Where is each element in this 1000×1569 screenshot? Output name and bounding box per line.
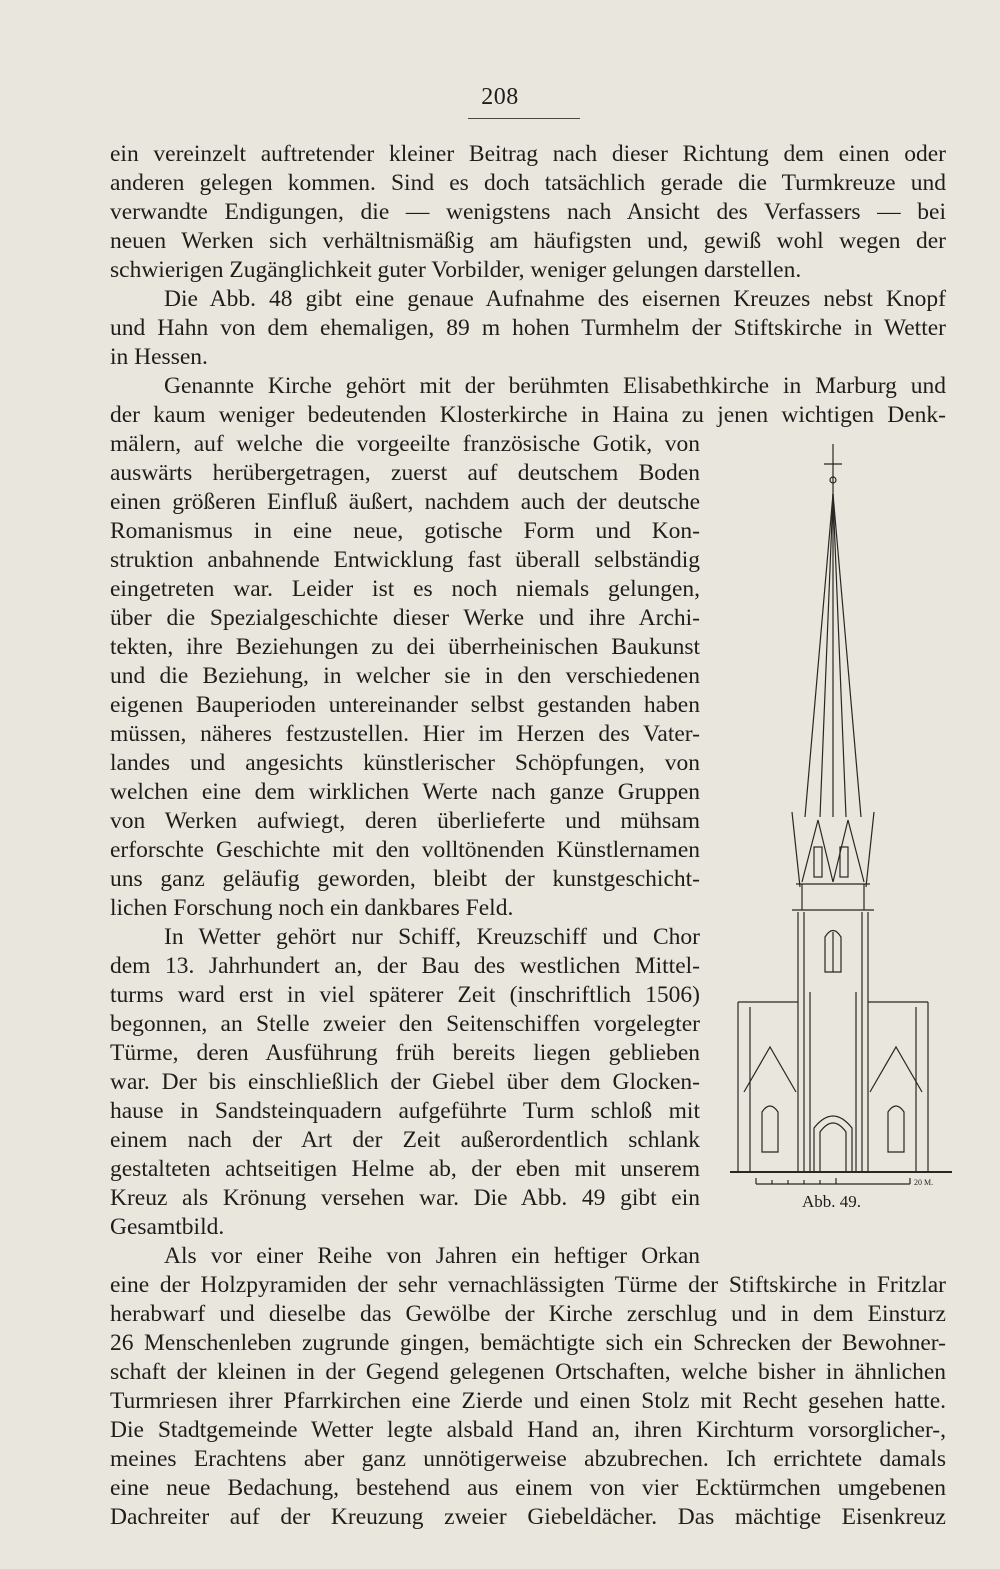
text-line: struktion anbahnende Entwicklung fast überall selbständig (110, 547, 700, 573)
text-line: und die Beziehung, in welcher sie in den verschiedenen (110, 663, 700, 689)
text-line: verwandte Endigungen, die — wenigstens nach Ansicht des Verfassers — bei (110, 199, 946, 225)
text-line: Turmriesen ihrer Pfarrkirchen eine Zierde und einen Stolz mit Recht gesehen hatte. (110, 1388, 946, 1414)
page-number: 208 (481, 84, 519, 110)
text-line: von Werken aufwiegt, deren überlieferte und mühsam (110, 808, 700, 834)
text-line: über die Spezialgeschichte dieser Werke und ihre Archi- (110, 605, 700, 631)
text-line: anderen gelegen kommen. Sind es doch tatsächlich gerade die Turmkreuze und (110, 170, 946, 196)
text-line: erforschte Geschichte mit den volltönenden Künstlernamen (110, 837, 700, 863)
text-line: eine neue Bedachung, bestehend aus einem von vier Ecktürmchen umgebenen (110, 1475, 946, 1501)
text-line: In Wetter gehört nur Schiff, Kreuzschiff und Chor (164, 924, 700, 950)
figure-caption: Abb. 49. (802, 1192, 862, 1211)
text-line: Die Stadtgemeinde Wetter legte alsbald Hand an, ihren Kirchturm vorsorglicher-, (110, 1417, 946, 1443)
text-line: herabwarf und dieselbe das Gewölbe der Kirche zerschlug und in dem Einsturz (110, 1301, 946, 1327)
text-line: begonnen, an Stelle zweier den Seitenschiffen vorgelegter (110, 1011, 700, 1037)
text-line: Dachreiter auf der Kreuzung zweier Giebeldächer. Das mächtige Eisenkreuz (110, 1504, 946, 1530)
text-line: eingetreten war. Leider ist es noch niemals gelungen, (110, 576, 700, 602)
text-line: gestalteten achtseitigen Helme ab, der eben mit unserem (110, 1156, 700, 1182)
scale-label: 20 M. (914, 1178, 934, 1187)
text-line: Die Abb. 48 gibt eine genaue Aufnahme des eisernen Kreuzes nebst Knopf (164, 286, 946, 312)
text-line: lichen Forschung noch ein dankbares Feld. (110, 895, 514, 921)
text-line: ein vereinzelt auftretender kleiner Beitrag nach dieser Richtung dem einen oder (110, 141, 946, 167)
text-line: in Hessen. (110, 344, 208, 370)
text-line: turms ward erst in viel späterer Zeit (inschriftlich 1506) (110, 982, 700, 1008)
text-line: war. Der bis einschließlich der Giebel über dem Glocken- (110, 1069, 700, 1095)
text-line: Genannte Kirche gehört mit der berühmten Elisabethkirche in Marburg und (164, 373, 946, 399)
church-elevation-drawing (730, 432, 960, 1222)
text-line: mälern, auf welche die vorgeeilte französische Gotik, von (110, 431, 700, 457)
text-line: Als vor einer Reihe von Jahren ein heftiger Orkan (164, 1243, 700, 1269)
text-line: einen größeren Einfluß äußert, nachdem auch der deutsche (110, 489, 700, 515)
text-line: hause in Sandsteinquadern aufgeführte Turm schloß mit (110, 1098, 700, 1124)
text-line: schwierigen Zugänglichkeit guter Vorbilder, weniger gelungen darstellen. (110, 257, 802, 283)
text-line: und Hahn von dem ehemaligen, 89 m hohen Turmhelm der Stiftskirche in Wetter (110, 315, 946, 341)
text-line: meines Erachtens aber ganz unnötigerweise abzubrechen. Ich errichtete damals (110, 1446, 946, 1472)
text-line: Romanismus in eine neue, gotische Form und Kon- (110, 518, 700, 544)
text-line: eine der Holzpyramiden der sehr vernachlässigten Türme der Stiftskirche in Fritzlar (110, 1272, 946, 1298)
text-line: der kaum weniger bedeutenden Klosterkirche in Haina zu jenen wichtigen Denk- (110, 402, 946, 428)
text-line: uns ganz geläufig geworden, bleibt der kunstgeschicht- (110, 866, 700, 892)
text-line: landes und angesichts künstlerischer Schöpfungen, von (110, 750, 700, 776)
page-number-rule (468, 118, 580, 119)
text-line: Türme, deren Ausführung früh bereits liegen geblieben (110, 1040, 700, 1066)
text-line: welchen eine dem wirklichen Werte nach ganze Gruppen (110, 779, 700, 805)
text-line: neuen Werken sich verhältnismäßig am häufigsten und, gewiß wohl wegen der (110, 228, 946, 254)
text-line: schaft der kleinen in der Gegend gelegenen Ortschaften, welche bisher in ähnlichen (110, 1359, 946, 1385)
text-line: müssen, näheres festzustellen. Hier im Herzen des Vater- (110, 721, 700, 747)
text-line: einem nach der Art der Zeit außerordentlich schlank (110, 1127, 700, 1153)
text-line: Kreuz als Krönung versehen war. Die Abb. 49 gibt ein (110, 1185, 700, 1211)
text-line: tekten, ihre Beziehungen zu dei überrheinischen Baukunst (110, 634, 700, 660)
text-line: auswärts herübergetragen, zuerst auf deutschem Boden (110, 460, 700, 486)
church-tower-figure (730, 432, 960, 1222)
text-line: 26 Menschenleben zugrunde gingen, bemächtigte sich ein Schrecken der Bewohner- (110, 1330, 946, 1356)
text-line: dem 13. Jahrhundert an, der Bau des westlichen Mittel- (110, 953, 700, 979)
text-line: Gesamtbild. (110, 1214, 225, 1240)
text-line: eigenen Bauperioden untereinander selbst gestanden haben (110, 692, 700, 718)
